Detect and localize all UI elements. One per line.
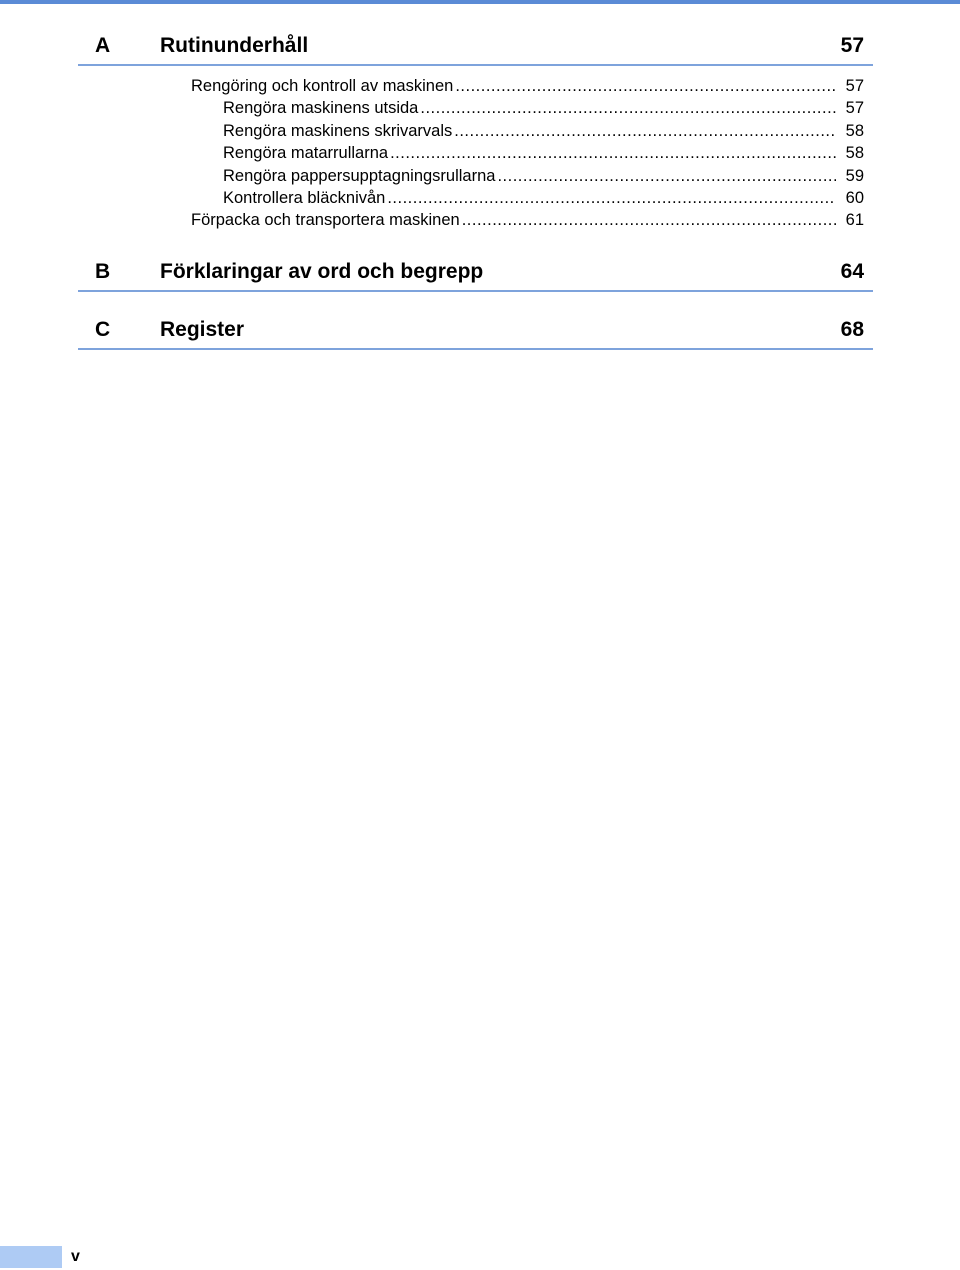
footer-page-number: v [71,1248,80,1265]
chapter-heading-c[interactable] [78,312,873,350]
toc-entry[interactable] [78,75,873,97]
dot-leader [462,209,836,231]
top-rule [0,0,960,4]
toc-entry-title: Rengöra pappersupptagningsrullarna [223,166,496,185]
chapter-title: Register [160,317,245,341]
dot-leader [387,187,836,209]
toc-entry-page: 58 [845,144,864,163]
chapter-letter: C [95,317,111,341]
chapter-heading-a[interactable] [78,28,873,66]
toc-entry[interactable] [78,187,873,209]
dot-leader [420,97,836,119]
chapter-page: 68 [840,317,864,341]
toc-entry-title: Rengöra maskinens skrivarvals [223,121,453,140]
toc-entry-title: Rengöra maskinens utsida [223,99,419,118]
chapter-title: Rutinunderhåll [160,34,309,57]
toc-entry-page: 57 [845,99,864,118]
chapter-a-entries [78,66,873,254]
chapter-page: 57 [840,34,864,57]
chapter-letter: B [95,259,111,283]
table-of-contents [78,28,873,350]
toc-entry-title: Kontrollera bläcknivån [223,188,386,207]
chapter-title: Förklaringar av ord och begrepp [160,259,484,283]
dot-leader [455,75,836,97]
toc-entry[interactable] [78,165,873,187]
chapter-page: 64 [840,259,864,283]
chapter-heading-b[interactable] [78,254,873,292]
toc-entry[interactable] [78,97,873,119]
toc-entry-page: 57 [845,77,864,95]
chapter-letter: A [95,34,111,57]
toc-entry[interactable] [78,209,873,231]
toc-entry-page: 59 [845,166,864,185]
dot-leader [454,120,836,142]
toc-entry[interactable] [78,142,873,164]
toc-entry[interactable] [78,120,873,142]
dot-leader [390,142,836,164]
toc-entry-title: Förpacka och transportera maskinen [191,211,460,230]
toc-entry-page: 58 [845,121,864,140]
toc-entry-page: 60 [845,188,864,207]
dot-leader [497,165,836,187]
toc-entry-page: 61 [845,211,864,230]
footer-accent-bar [0,1246,62,1268]
toc-entry-title: Rengöring och kontroll av maskinen [191,77,454,95]
toc-entry-title: Rengöra matarrullarna [223,144,389,163]
